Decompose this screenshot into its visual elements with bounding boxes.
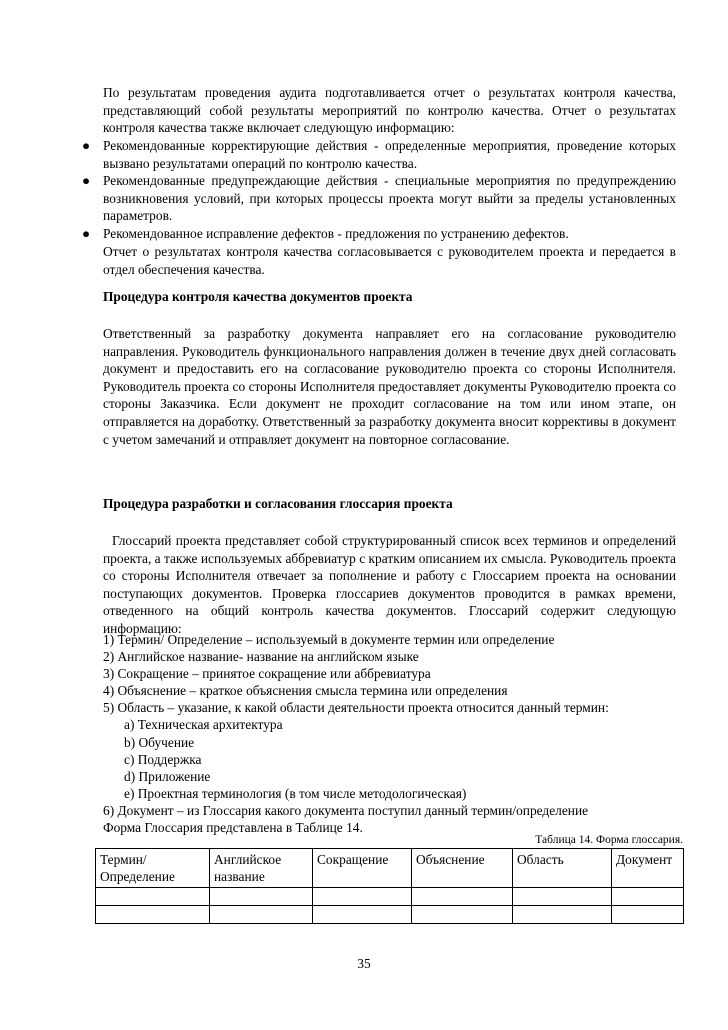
bullet-icon: ● xyxy=(82,225,91,241)
column-header: Термин/ Определение xyxy=(96,849,210,888)
list-item: 3) Сокращение – принятое сокращение или аббревиатура xyxy=(103,666,431,682)
section-heading-glossary: Процедура разработки и согласования глоссария проекта xyxy=(103,496,453,511)
glossary-form-table xyxy=(95,848,684,924)
column-header: Объяснение xyxy=(412,849,513,888)
bullet-text: Рекомендованные предупреждающие действия - специальные мероприятия по предупреждению возникновения условий, при которых процессы проекта могут выйти за пределы установленных параметров. xyxy=(103,173,676,224)
sub-list-item: e) Проектная терминология (в том числе методологическая) xyxy=(124,785,467,801)
table-cell xyxy=(612,906,684,924)
sub-list-item: a) Техническая архитектура xyxy=(124,717,283,733)
list-item: 4) Объяснение – краткое объяснения смысла термина или определения xyxy=(103,683,508,699)
column-header: Английское название xyxy=(210,849,313,888)
sub-list-item: c) Поддержка xyxy=(124,751,202,767)
list-item: 6) Документ – из Глоссария какого документа поступил данный термин/определение xyxy=(103,802,589,818)
sub-list-item: b) Обучение xyxy=(124,734,195,750)
table-cell xyxy=(612,888,684,906)
table-cell xyxy=(313,906,412,924)
table-row xyxy=(96,888,684,906)
bullet-item xyxy=(82,225,676,243)
table-caption: Таблица 14. Форма глоссария. xyxy=(535,834,683,846)
table-header-row xyxy=(96,849,684,888)
list-item: 2) Английское название- название на английском языке xyxy=(103,649,419,665)
page-number: 35 xyxy=(357,956,371,971)
bullet-text: Рекомендованные корректирующие действия - определенные мероприятия, проведение которых вызвано результатами операций по контролю качества. xyxy=(103,138,676,171)
table-cell xyxy=(513,906,612,924)
sub-list-item: d) Приложение xyxy=(124,768,211,784)
table-cell xyxy=(96,906,210,924)
list-item: 1) Термин/ Определение – используемый в документе термин или определение xyxy=(103,632,555,647)
agreement-paragraph xyxy=(103,243,676,278)
table-row xyxy=(96,906,684,924)
bullet-text: Рекомендованное исправление дефектов - предложения по устранению дефектов. xyxy=(103,225,569,241)
table-cell xyxy=(210,888,313,906)
bullet-icon: ● xyxy=(82,138,91,153)
column-header: Область xyxy=(513,849,612,888)
section1-paragraph xyxy=(103,325,676,448)
section1-text: Ответственный за разработку документа направляет его на согласование руководителю направления. Руководитель функционального направления должен в течение двух дней согласовать документ и предоставить его на согласование руководителю проекта со стороны Исполнителя. Руководитель проекта со стороны Исполнителя предоставляет документы Руководителю проекта со стороны Заказчика. Если документ не проходит согласование на том или ином этапе, он отправляется на доработку. Ответственный за разработку документа вносит коррективы в документ с учетом замечаний и отправляет документ на повторное согласование. xyxy=(103,326,676,447)
intro-text: По результатам проведения аудита подготавливается отчет о результатах контроля качества, представляющий собой результаты мероприятий по контролю качества. Отчет о результатах контроля качества также включает следующую информацию: xyxy=(103,85,676,136)
section-heading-quality: Процедура контроля качества документов проекта xyxy=(103,289,413,304)
column-header: Документ xyxy=(612,849,684,888)
form-reference: Форма Глоссария представлена в Таблице 14. xyxy=(103,820,363,836)
table-cell xyxy=(412,906,513,924)
table-cell xyxy=(313,888,412,906)
bullet-item xyxy=(82,137,676,172)
column-header: Сокращение xyxy=(313,849,412,888)
section2-paragraph xyxy=(103,532,676,638)
table-cell xyxy=(96,888,210,906)
section2-text: Глоссарий проекта представляет собой структурированный список всех терминов и определений проекта, а также используемых аббревиатур с кратким описанием их смысла. Руководитель проекта со стороны Исполнителя отвечает за пополнение и работу с Глоссарием проекта на основании поступающих документов. Проверка глоссариев документов проводится в рамках времени, отведенного на общий контроль качества документов. Глоссарий содержит следующую информацию: xyxy=(103,533,676,636)
glossary-field-list xyxy=(103,631,683,836)
list-item: 5) Область – указание, к какой области деятельности проекта относится данный термин: xyxy=(103,700,609,716)
table-cell xyxy=(210,906,313,924)
intro-paragraph xyxy=(103,84,676,137)
bullet-list xyxy=(82,137,676,243)
bullet-icon: ● xyxy=(82,173,91,189)
agreement-text: Отчет о результатах контроля качества согласовывается с руководителем проекта и передается в отдел обеспечения качества. xyxy=(103,244,676,277)
table-cell xyxy=(412,888,513,906)
bullet-item xyxy=(82,172,676,225)
table-cell xyxy=(513,888,612,906)
